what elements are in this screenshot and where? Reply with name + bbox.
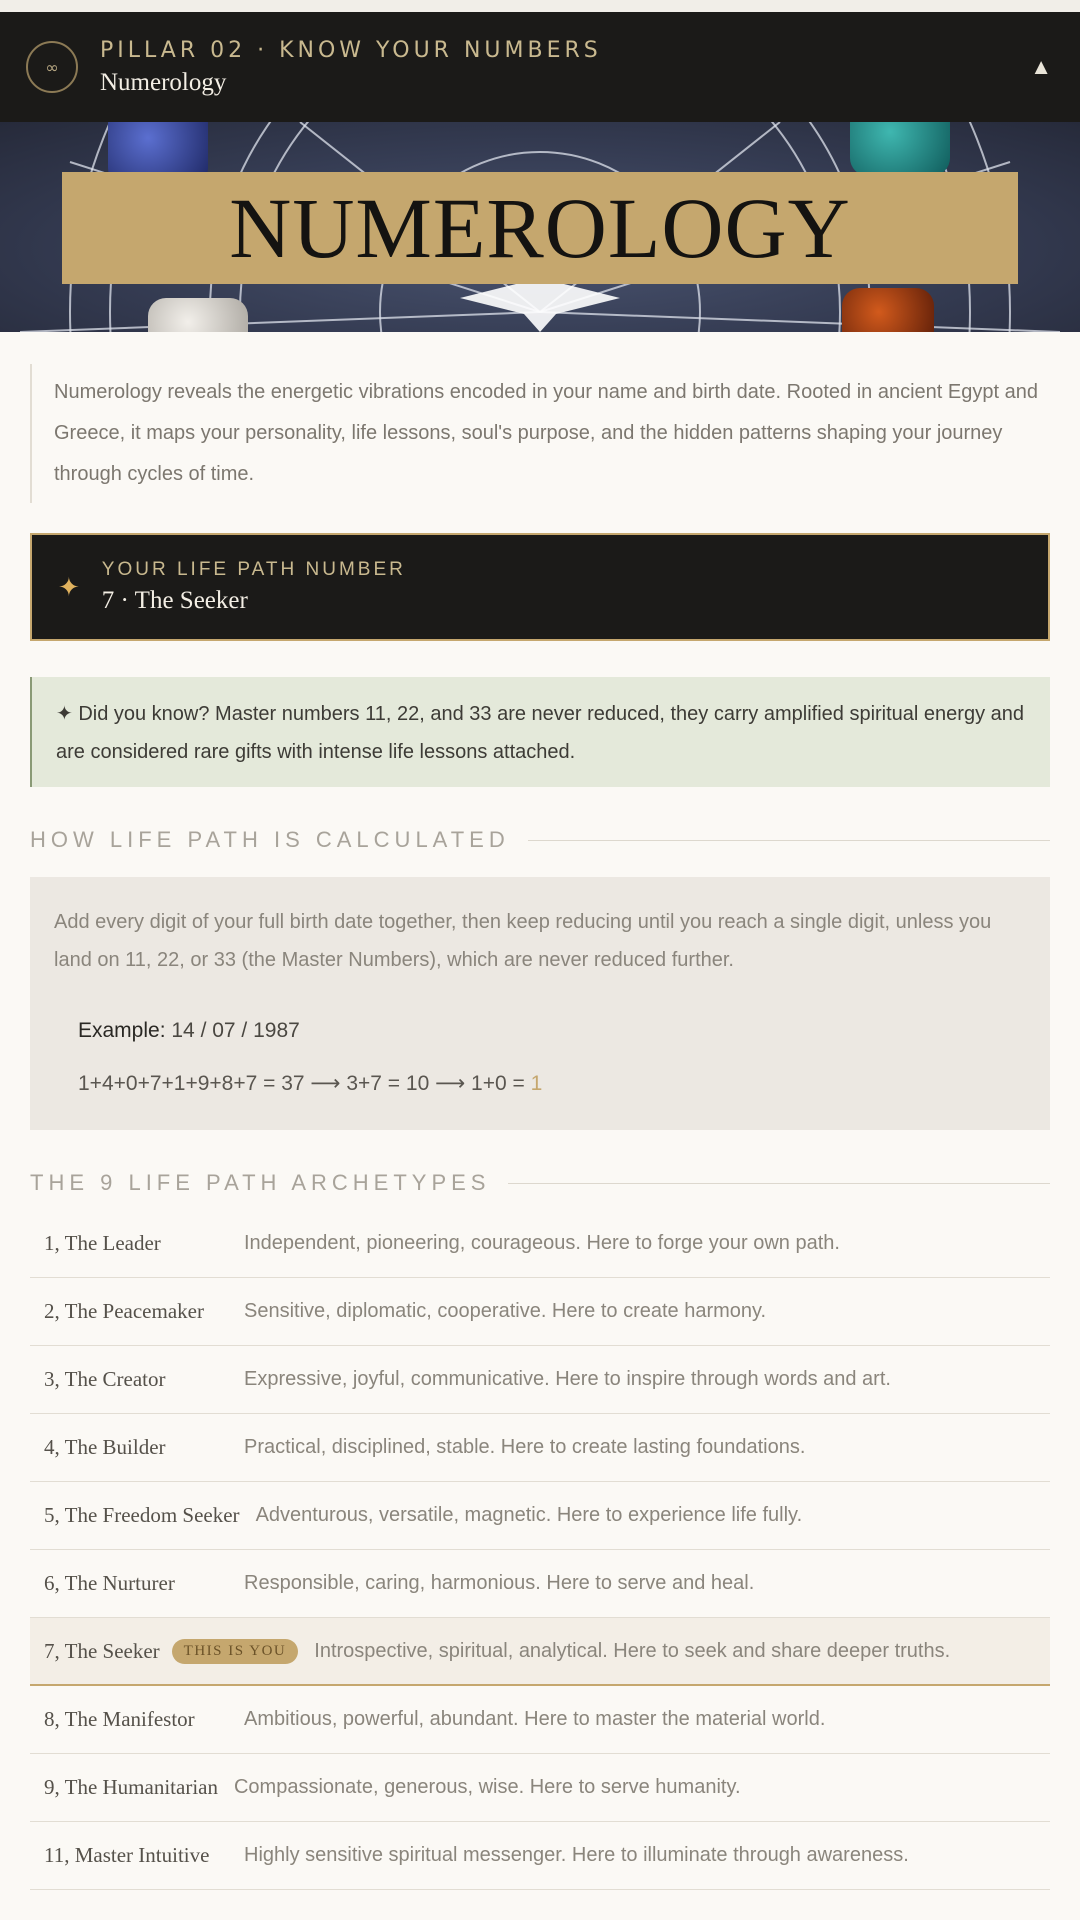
calc-heading-text: HOW LIFE PATH IS CALCULATED: [30, 827, 510, 852]
calc-section-heading: [30, 827, 1050, 853]
sparkle-icon: ✦: [58, 571, 80, 602]
archetype-name: 5, The Freedom Seeker: [44, 1503, 240, 1527]
divider: [508, 1183, 1050, 1184]
list-item: [30, 1550, 1050, 1618]
list-item: [30, 1482, 1050, 1550]
archetype-list: [30, 1210, 1050, 1890]
collapse-icon[interactable]: ▲: [1030, 54, 1052, 79]
intro-paragraph: Numerology reveals the energetic vibrations encoded in your name and birth date. Rooted in ancient Egypt and Greece, it maps your personality, life lessons, soul's purpose, and the hidden patterns shaping your journey through cycles of time.: [30, 364, 1050, 503]
top-strip: [0, 0, 1080, 12]
section-header[interactable]: [0, 12, 1080, 122]
header-titles: [100, 38, 602, 97]
archetype-name: 8, The Manifestor: [44, 1707, 195, 1731]
life-path-value: 7 · The Seeker: [101, 587, 248, 614]
archetype-desc: Independent, pioneering, courageous. Here to forge your own path.: [244, 1232, 840, 1254]
example-value: 14 / 07 / 1987: [165, 1019, 300, 1042]
dice-decoration: [850, 122, 950, 176]
calc-description: Add every digit of your full birth date together, then keep reducing until you reach a single digit, unless you land on 11, 22, or 33 (the Master Numbers), which are never reduced further.: [54, 911, 992, 971]
list-item: [30, 1210, 1050, 1278]
archetype-desc: Highly sensitive spiritual messenger. Here to illuminate through awareness.: [244, 1844, 909, 1866]
list-item: [30, 1754, 1050, 1822]
life-path-card: [30, 533, 1050, 641]
list-item: [30, 1346, 1050, 1414]
archetype-desc: Sensitive, diplomatic, cooperative. Here to create harmony.: [244, 1300, 767, 1322]
pillar-title: Numerology: [100, 68, 227, 96]
calculation-box: [30, 877, 1050, 1130]
infinity-icon: ∞: [26, 41, 78, 93]
this-is-you-badge: THIS IS YOU: [172, 1639, 299, 1664]
archetypes-section-heading: [30, 1170, 1050, 1196]
dice-decoration: [148, 298, 248, 332]
archetype-desc: Compassionate, generous, wise. Here to serve humanity.: [233, 1776, 741, 1798]
list-item: [30, 1822, 1050, 1890]
archetype-name: 4, The Builder: [44, 1435, 166, 1459]
archetype-name: 9, The Humanitarian: [44, 1775, 218, 1799]
list-item-current: [30, 1618, 1050, 1686]
archetype-desc: Expressive, joyful, communicative. Here to inspire through words and art.: [244, 1368, 891, 1390]
divider: [528, 840, 1050, 841]
life-path-label: YOUR LIFE PATH NUMBER: [101, 559, 406, 580]
archetype-name: 6, The Nurturer: [44, 1571, 175, 1595]
dice-decoration: [842, 288, 934, 332]
archetypes-heading-text: THE 9 LIFE PATH ARCHETYPES: [30, 1170, 491, 1195]
hero-title-plate: [62, 172, 1018, 284]
archetype-name: 11, Master Intuitive: [44, 1843, 210, 1867]
formula-result: 1: [530, 1072, 543, 1095]
calc-example: [54, 1019, 1026, 1043]
did-you-know-tip: ✦ Did you know? Master numbers 11, 22, and 33 are never reduced, they carry amplified spiritual energy and are considered rare gifts with intense life lessons attached.: [30, 677, 1050, 787]
archetype-desc: Adventurous, versatile, magnetic. Here to experience life fully.: [255, 1504, 803, 1526]
hero-banner: [0, 122, 1080, 332]
archetype-name: 1, The Leader: [44, 1231, 161, 1255]
archetype-desc: Introspective, spiritual, analytical. Here to seek and share deeper truths.: [314, 1639, 951, 1662]
life-path-texts: [102, 559, 406, 615]
hero-title: NUMEROLOGY: [229, 180, 851, 276]
archetype-desc: Ambitious, powerful, abundant. Here to master the material world.: [244, 1708, 826, 1730]
formula-text: 1+4+0+7+1+9+8+7 = 37 ⟶ 3+7 = 10 ⟶ 1+0 =: [78, 1072, 531, 1095]
archetype-desc: Practical, disciplined, stable. Here to create lasting foundations.: [244, 1436, 806, 1458]
list-item: [30, 1686, 1050, 1754]
list-item: [30, 1414, 1050, 1482]
pillar-eyebrow: PILLAR 02 · KNOW YOUR NUMBERS: [100, 37, 602, 63]
example-label: Example:: [78, 1019, 166, 1042]
list-item: [30, 1278, 1050, 1346]
archetype-desc: Responsible, caring, harmonious. Here to serve and heal.: [244, 1572, 755, 1594]
archetype-name: 7, The Seeker: [44, 1638, 160, 1663]
calc-formula: [54, 1071, 1026, 1096]
archetype-name: 2, The Peacemaker: [44, 1299, 204, 1323]
archetype-name: 3, The Creator: [44, 1367, 166, 1391]
